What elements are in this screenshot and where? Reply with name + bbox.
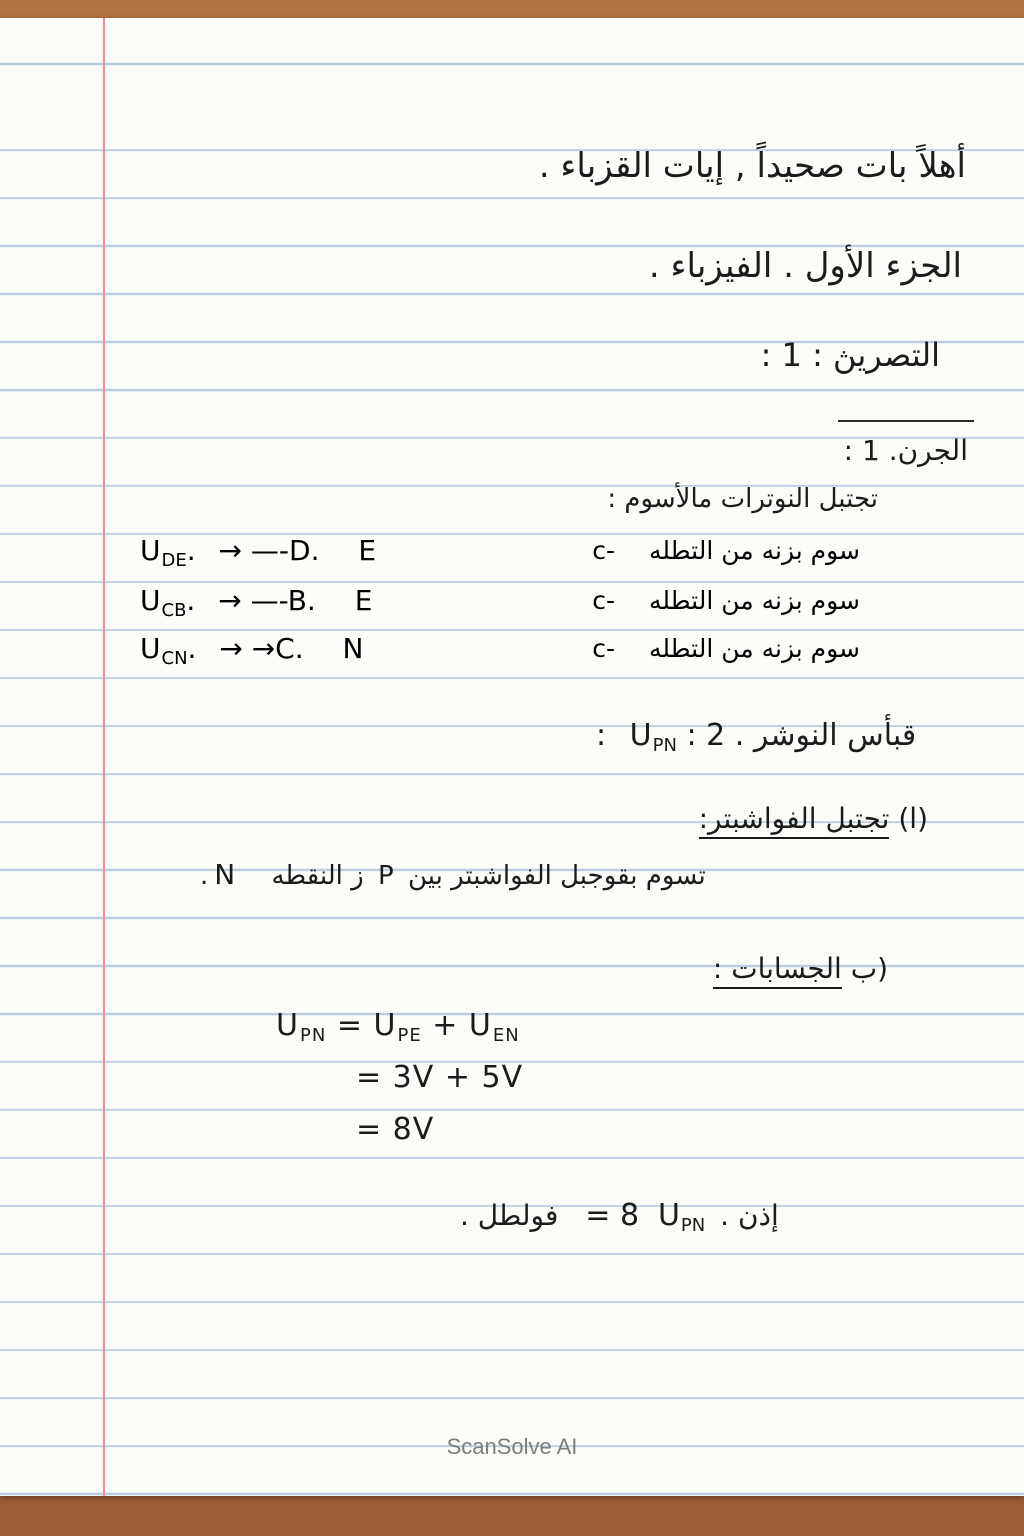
part-a-text: . N ز النقطه P تسوم بقوجبل الفواشبتر بين: [200, 858, 706, 891]
part-title: الجزء الأول . الفيزباء .: [648, 246, 962, 286]
watermark: ScanSolve AI: [446, 1434, 578, 1459]
calc-line-1: $U_{PN} = U_{PE} + U_{EN}$: [276, 1008, 520, 1046]
voltage-row: [140, 584, 860, 624]
voltage-description: سوم بزنه من التطله -c: [592, 586, 860, 615]
voltage-expression: $U_{DE}$. → —-D. E: [140, 534, 377, 571]
voltage-description: سوم بزنه من التطله -c: [592, 634, 860, 663]
voltage-expression: $U_{CB}$. → —-B. E: [140, 584, 373, 621]
part-b-heading: (ب الجسابات :: [713, 952, 888, 985]
section-1-intro: تجتبل النوترات مالأسوم :: [607, 484, 878, 514]
notebook-page: [0, 18, 1024, 1496]
calc-line-2: = 3V + 5V: [356, 1060, 524, 1095]
conclusion-line: فولطل . = 8 $U_{PN}$ إذن .: [460, 1198, 779, 1236]
voltage-row: [140, 632, 860, 672]
voltage-description: سوم بزنه من التطله -c: [592, 536, 860, 565]
section-divider: [838, 420, 974, 422]
voltage-expression: $U_{CN}$. → →C. N: [140, 632, 364, 669]
section-2-heading: : $U_{PN}$ قبأس النوشر . 2 :: [596, 718, 917, 756]
part-a-heading: (ا) تجتبل الفواشبتر:: [699, 802, 928, 835]
greeting-line: أهلاً بات صحيداً , إيات القزباء .: [538, 146, 966, 186]
calc-line-3: = 8V: [356, 1112, 435, 1147]
section-1-label: الجرن. 1 :: [843, 434, 968, 467]
margin-line: [103, 18, 105, 1496]
voltage-row: [140, 534, 860, 574]
exercise-title: التصريڽ : 1 :: [760, 336, 940, 374]
